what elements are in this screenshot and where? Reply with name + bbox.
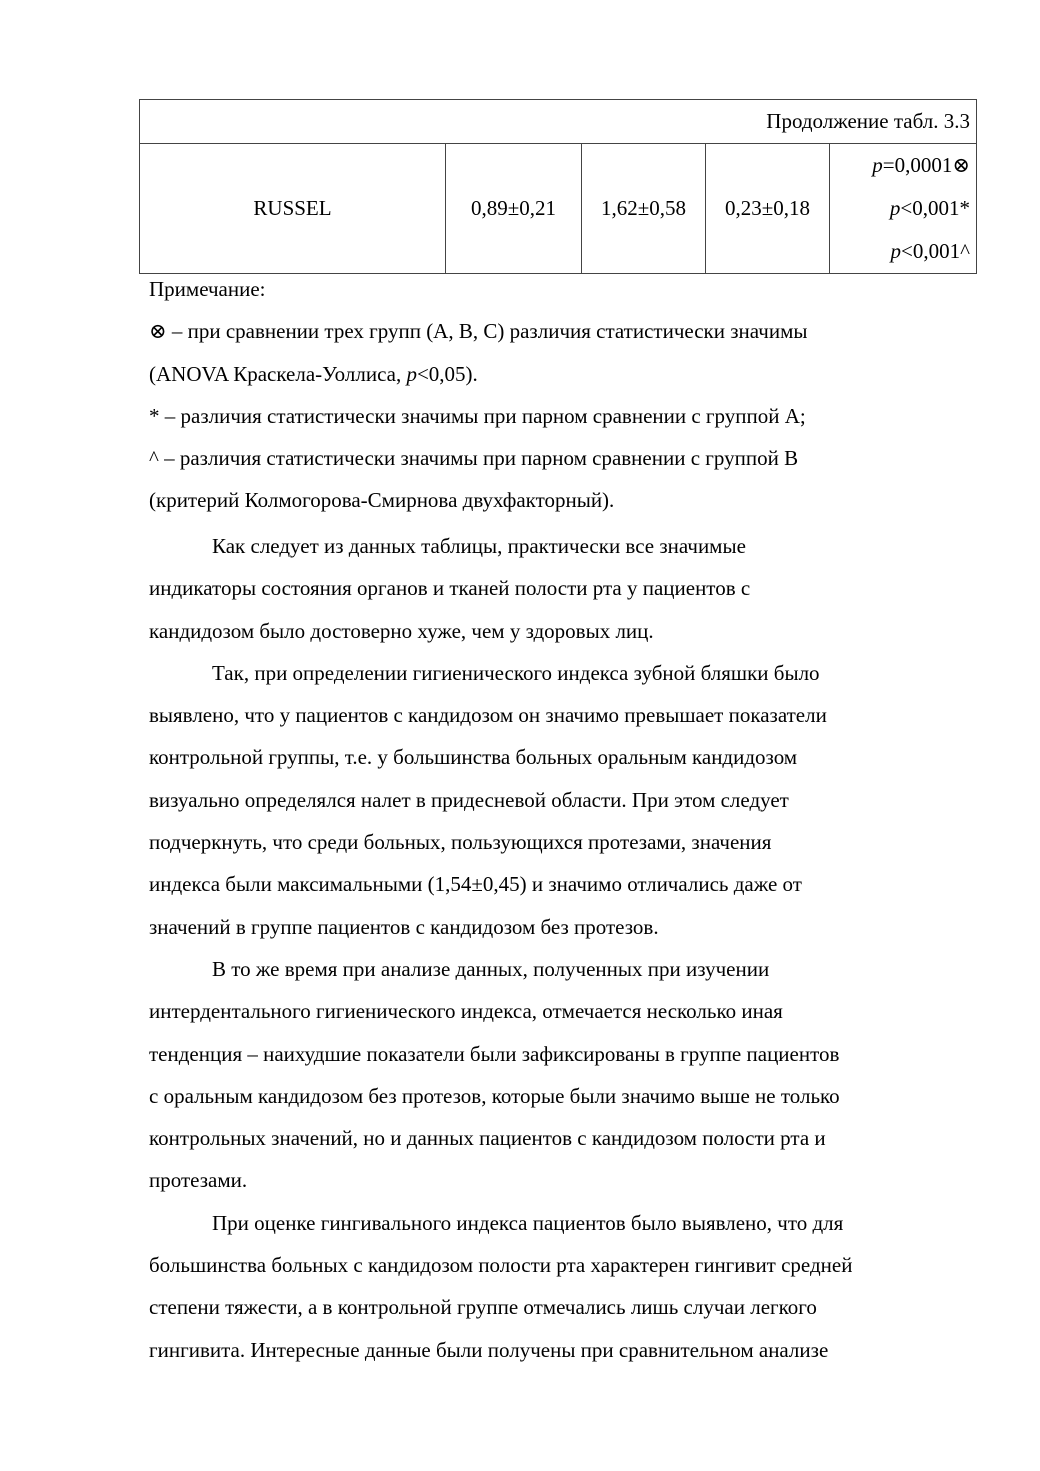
note-line: * – различия статистически значимы при парном сравнении с группой А;	[149, 403, 806, 428]
table-row	[140, 144, 977, 274]
paragraph-line: выявлено, что у пациентов с кандидозом он значимо превышает показатели	[149, 703, 827, 728]
table-caption-row	[140, 100, 977, 144]
p-values-cell	[830, 144, 977, 274]
paragraph-line: индикаторы состояния органов и тканей полости рта у пациентов с	[149, 576, 751, 601]
table-caption: Продолжение табл. 3.3	[140, 100, 977, 144]
paragraph	[149, 525, 979, 652]
paragraph	[149, 948, 979, 1202]
paragraph-line: Как следует из данных таблицы, практически все значимые	[212, 534, 746, 558]
paragraph-line: интердентального гигиенического индекса, отмечается несколько иная	[149, 999, 783, 1024]
note-line: ^ – различия статистически значимы при парном сравнении с группой В	[149, 446, 799, 471]
p-symbol: p	[872, 153, 883, 177]
p-symbol: p	[890, 239, 902, 263]
paragraph-line: При оценке гингивального индекса пациентов было выявлено, что для	[212, 1210, 844, 1235]
paragraph-line: контрольных значений, но и данных пациентов с кандидозом полости рта и	[149, 1126, 826, 1151]
paragraph-line: степени тяжести, а в контрольной группе отмечались лишь случаи легкого	[149, 1295, 817, 1320]
paragraph-line: значений в группе пациентов с кандидозом без протезов.	[149, 914, 659, 939]
paragraph-line: протезами.	[149, 1168, 248, 1193]
note-text: <0,05).	[416, 361, 478, 386]
paragraph-line: Так, при определении гигиенического индекса зубной бляшки было	[212, 660, 820, 685]
paragraph	[149, 1202, 979, 1371]
paragraph-line: подчеркнуть, что среди больных, пользующихся протезами, значения	[149, 830, 772, 855]
paragraph	[149, 652, 979, 948]
paragraph-line: контрольной группы, т.е. у большинства больных оральным кандидозом	[149, 745, 798, 770]
p-value-text: <0,001^	[901, 239, 970, 263]
note-line: (критерий Колмогорова-Смирнова двухфакторный).	[149, 488, 615, 513]
value-cell-group-c: 0,23±0,18	[706, 144, 830, 274]
p-value-line	[836, 144, 970, 187]
body-text	[149, 525, 979, 1371]
p-value-line	[836, 187, 970, 230]
value-cell-group-a: 0,89±0,21	[446, 144, 582, 274]
note-text: (ANOVA Краскела-Уоллиса,	[149, 361, 407, 386]
paragraph-line: с оральным кандидозом без протезов, которые были значимо выше не только	[149, 1083, 840, 1108]
value-cell-group-b: 1,62±0,58	[582, 144, 706, 274]
p-symbol: p	[406, 361, 417, 386]
paragraph-line: В то же время при анализе данных, полученных при изучении	[212, 956, 770, 981]
p-symbol: p	[889, 196, 901, 220]
note-line: ⊗ – при сравнении трех групп (А, В, С) различия статистически значимы	[149, 319, 808, 344]
note-line	[149, 353, 979, 395]
paragraph-line: индекса были максимальными (1,54±0,45) и значимо отличались даже от	[149, 872, 802, 897]
paragraph-line: гингивита. Интересные данные были получены при сравнительном анализе	[149, 1337, 829, 1362]
p-value-line	[836, 230, 970, 273]
note-title: Примечание:	[149, 277, 266, 301]
paragraph-line: тенденция – наихудшие показатели были зафиксированы в группе пациентов	[149, 1041, 840, 1066]
table-note	[149, 268, 979, 522]
p-value-text: <0,001*	[900, 196, 970, 220]
paragraph-line: кандидозом было достоверно хуже, чем у здоровых лиц.	[149, 618, 654, 643]
paragraph-line: визуально определялся налет в придесневой области. При этом следует	[149, 787, 789, 812]
row-name-cell: RUSSEL	[140, 144, 446, 274]
paragraph-line: большинства больных с кандидозом полости рта характерен гингивит средней	[149, 1253, 853, 1278]
continued-table	[139, 99, 977, 274]
p-value-text: =0,0001⊗	[882, 153, 970, 177]
